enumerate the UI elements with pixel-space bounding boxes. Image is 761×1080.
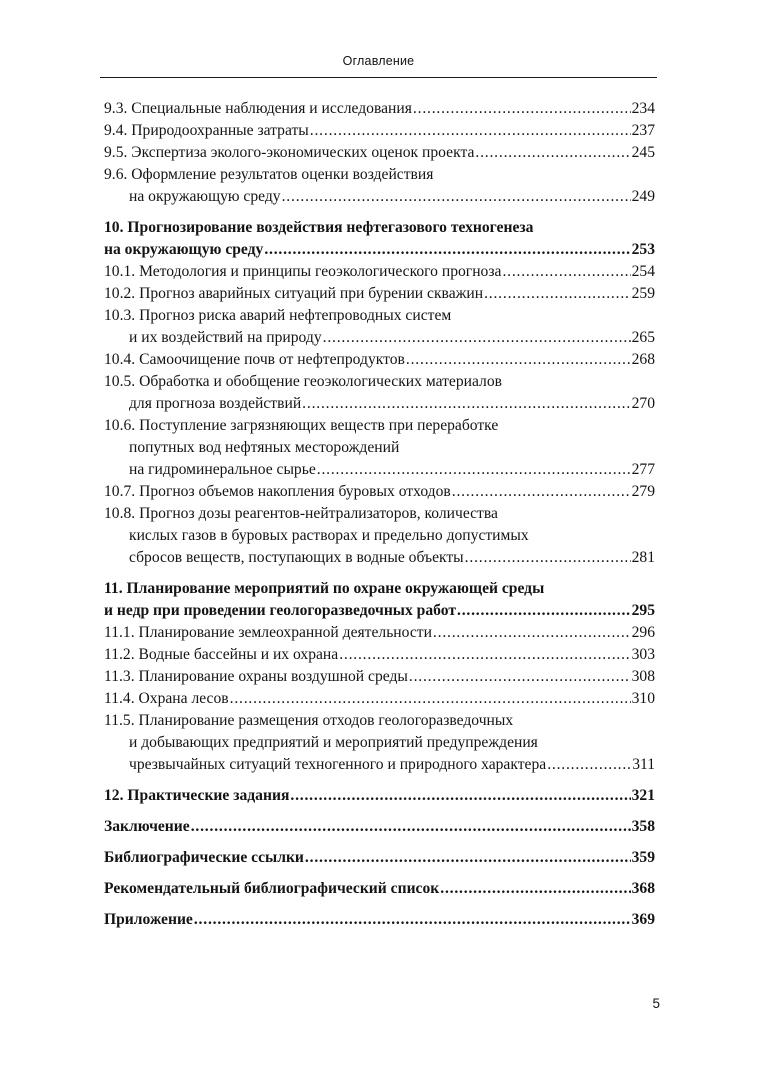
toc-entry-11-5-cont[interactable]: [104, 754, 655, 776]
toc-page-number: 253: [631, 241, 655, 258]
toc-page-number: 308: [631, 668, 655, 685]
toc-chapter-title: Заключение: [104, 818, 190, 835]
toc-chapter-10[interactable]: [104, 217, 655, 239]
toc-page-number: 303: [631, 646, 655, 663]
toc-entry-10-1[interactable]: [104, 261, 655, 283]
toc-entry-10-6[interactable]: [104, 415, 655, 437]
toc-entry-title: 10.8. Прогноз дозы реагентов-нейтрализаторов, количества: [104, 505, 498, 522]
toc-entry-title: 11.5. Планирование размещения отходов геологоразведочных: [104, 712, 514, 729]
toc-entry-title: 10.5. Обработка и обобщение геоэкологических материалов: [104, 373, 502, 390]
toc-entry-title: 9.5. Экспертиза эколого-экономических оценок проекта: [104, 144, 475, 161]
toc-bibliographic-references[interactable]: [104, 847, 655, 869]
toc-page-number: 359: [631, 849, 655, 866]
toc-entry-title: сбросов веществ, поступающих в водные объекты: [129, 549, 464, 566]
toc-entry-title: 10.4. Самоочищение почв от нефтепродуктов: [104, 351, 405, 368]
toc-page-number: 270: [631, 395, 655, 412]
toc-page-number: 245: [631, 144, 655, 161]
toc-entry-10-2[interactable]: [104, 283, 655, 305]
toc-recommended-reading[interactable]: [104, 878, 655, 900]
toc-entry-title: 11.4. Охрана лесов: [104, 690, 229, 707]
toc-page-number: 234: [631, 100, 655, 117]
toc-chapter-title: 10. Прогнозирование воздействия нефтегазового техногенеза: [104, 219, 534, 236]
toc-chapter-11[interactable]: [104, 578, 655, 600]
toc-leader-dots: [317, 459, 631, 481]
toc-entry-title: 9.6. Оформление результатов оценки воздействия: [104, 166, 434, 183]
toc-leader-dots: [282, 186, 631, 208]
toc-leader-dots: [502, 261, 630, 283]
toc-entry-title: попутных вод нефтяных месторождений: [129, 439, 400, 456]
toc-leader-dots: [465, 547, 631, 569]
toc-leader-dots: [191, 816, 631, 838]
toc-chapter-11-cont[interactable]: [104, 600, 655, 622]
toc-entry-title: 10.3. Прогноз риска аварий нефтепроводных систем: [104, 307, 452, 324]
table-of-contents: [104, 98, 655, 931]
toc-entry-title: кислых газов в буровых растворах и предельно допустимых: [129, 527, 529, 544]
toc-page-number: 368: [631, 880, 655, 897]
toc-leader-dots: [452, 481, 631, 503]
toc-leader-dots: [302, 393, 630, 415]
toc-leader-dots: [305, 847, 631, 869]
toc-chapter-10-cont[interactable]: [104, 239, 655, 261]
toc-entry-10-4[interactable]: [104, 349, 655, 371]
toc-entry-title: 10.6. Поступление загрязняющих веществ при переработке: [104, 417, 499, 434]
toc-entry-title: чрезвычайных ситуаций техногенного и природного характера: [129, 756, 547, 773]
toc-leader-dots: [194, 909, 631, 931]
toc-entry-11-1[interactable]: [104, 622, 655, 644]
toc-page-number: 295: [631, 602, 655, 619]
toc-entry-10-5[interactable]: [104, 371, 655, 393]
toc-leader-dots: [409, 666, 631, 688]
toc-entry-11-5-cont[interactable]: [104, 732, 655, 754]
toc-page-number: 237: [631, 122, 655, 139]
toc-leader-dots: [457, 600, 631, 622]
toc-page-number: 254: [631, 263, 655, 280]
toc-entry-title: на гидроминеральное сырье: [129, 461, 316, 478]
toc-chapter-title: 11. Планирование мероприятий по охране окружающей среды: [104, 580, 545, 597]
toc-entry-title: 11.1. Планирование землеохранной деятельности: [104, 624, 432, 641]
toc-leader-dots: [310, 120, 631, 142]
toc-leader-dots: [339, 644, 630, 666]
toc-entry-9-6-cont[interactable]: [104, 186, 655, 208]
toc-page-number: 249: [631, 188, 655, 205]
toc-entry-10-3[interactable]: [104, 305, 655, 327]
toc-page-number: 281: [631, 549, 655, 566]
toc-chapter-title: Рекомендательный библиографический список: [104, 880, 440, 897]
toc-chapter-title: и недр при проведении геологоразведочных работ: [104, 602, 456, 619]
toc-leader-dots: [440, 878, 630, 900]
toc-page-number: 279: [631, 483, 655, 500]
toc-page-number: 321: [631, 787, 655, 804]
toc-page-number: 369: [631, 911, 655, 928]
toc-entry-10-3-cont[interactable]: [104, 327, 655, 349]
toc-entry-9-3[interactable]: [104, 98, 655, 120]
toc-entry-10-6-cont[interactable]: [104, 459, 655, 481]
toc-page-number: 277: [631, 461, 655, 478]
toc-page-number: 268: [631, 351, 655, 368]
toc-leader-dots: [406, 349, 631, 371]
toc-chapter-title: Приложение: [104, 911, 193, 928]
toc-page-number: 311: [632, 756, 655, 773]
toc-entry-10-8-cont[interactable]: [104, 525, 655, 547]
toc-conclusion[interactable]: [104, 816, 655, 838]
toc-entry-title: 10.1. Методология и принципы геоэкологического прогноза: [104, 263, 502, 280]
toc-entry-9-5[interactable]: [104, 142, 655, 164]
toc-appendix[interactable]: [104, 909, 655, 931]
toc-entry-title: 11.3. Планирование охраны воздушной среды: [104, 668, 408, 685]
toc-leader-dots: [433, 622, 631, 644]
toc-leader-dots: [484, 283, 631, 305]
toc-page-number: 265: [631, 329, 655, 346]
toc-entry-title: на окружающую среду: [129, 188, 281, 205]
toc-chapter-title: Библиографические ссылки: [104, 849, 304, 866]
toc-entry-11-5[interactable]: [104, 710, 655, 732]
toc-leader-dots: [413, 98, 631, 120]
toc-entry-10-5-cont[interactable]: [104, 393, 655, 415]
toc-entry-10-8[interactable]: [104, 503, 655, 525]
toc-page-number: 296: [631, 624, 655, 641]
header-rule: [100, 77, 657, 78]
toc-chapter-title: на окружающую среду: [104, 241, 264, 258]
toc-entry-title: и их воздействий на природу: [129, 329, 322, 346]
toc-entry-9-6[interactable]: [104, 164, 655, 186]
toc-entry-title: и добывающих предприятий и мероприятий предупреждения: [129, 734, 538, 751]
toc-leader-dots: [264, 239, 630, 261]
toc-entry-title: 10.2. Прогноз аварийных ситуаций при бурении скважин: [104, 285, 484, 302]
toc-chapter-title: 12. Практические задания: [104, 787, 290, 804]
toc-entry-9-4[interactable]: [104, 120, 655, 142]
toc-chapter-12[interactable]: [104, 785, 655, 807]
toc-entry-title: 9.4. Природоохранные затраты: [104, 122, 309, 139]
toc-entry-10-6-cont[interactable]: [104, 437, 655, 459]
toc-entry-title: 11.2. Водные бассейны и их охрана: [104, 646, 339, 663]
toc-entry-10-7[interactable]: [104, 481, 655, 503]
running-head: Оглавление: [342, 54, 415, 68]
toc-leader-dots: [475, 142, 630, 164]
toc-leader-dots: [323, 327, 631, 349]
page-number: 5: [652, 996, 660, 1011]
toc-entry-10-8-cont[interactable]: [104, 547, 655, 569]
toc-page-number: 259: [631, 285, 655, 302]
toc-entry-11-2[interactable]: [104, 644, 655, 666]
toc-leader-dots: [547, 754, 631, 776]
toc-entry-title: 9.3. Специальные наблюдения и исследования: [104, 100, 412, 117]
toc-leader-dots: [290, 785, 630, 807]
toc-entry-title: 10.7. Прогноз объемов накопления буровых отходов: [104, 483, 451, 500]
toc-entry-11-4[interactable]: [104, 688, 655, 710]
toc-page-number: 358: [631, 818, 655, 835]
toc-leader-dots: [230, 688, 631, 710]
toc-entry-title: для прогноза воздействий: [129, 395, 302, 412]
toc-page-number: 310: [631, 690, 655, 707]
toc-entry-11-3[interactable]: [104, 666, 655, 688]
